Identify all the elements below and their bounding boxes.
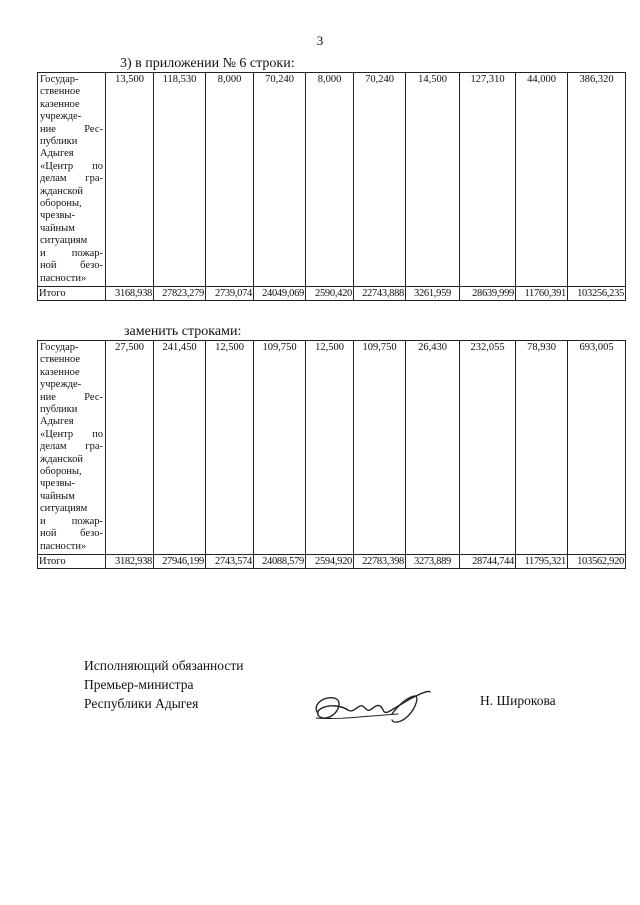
value-cell: 232,055: [460, 341, 516, 555]
value-cell: 26,430: [406, 341, 460, 555]
institution-name-line: обороны,: [40, 198, 82, 210]
institution-row: [38, 341, 626, 555]
signatory-title-line3: Республики Адыгея: [84, 696, 199, 711]
total-cell: 3182,938: [106, 554, 154, 568]
signature-block: [84, 656, 243, 713]
value-cell: 241,450: [154, 341, 206, 555]
institution-row: [38, 73, 626, 287]
institution-name-line: казенное: [40, 98, 80, 110]
total-cell: 24049,069: [254, 286, 306, 300]
institution-name-cell: [38, 73, 106, 287]
total-cell: 3261,959: [406, 286, 460, 300]
value-cell: 14,500: [406, 73, 460, 287]
institution-name-line: делам гра-: [40, 173, 103, 185]
institution-name-line: публики: [40, 136, 78, 148]
total-cell: 22743,888: [354, 286, 406, 300]
total-label: Итого: [38, 286, 106, 300]
total-cell: 3273,889: [406, 554, 460, 568]
appendix-table-original: [37, 72, 626, 301]
total-row: [38, 286, 626, 300]
institution-name-line: ситуациям: [40, 235, 88, 247]
total-cell: 11795,321: [516, 554, 568, 568]
section-intro-replace: заменить строками:: [124, 324, 242, 339]
institution-name-line: чайным: [40, 490, 75, 502]
total-cell: 28744,744: [460, 554, 516, 568]
signatory-title-line1: Исполняющий обязанности: [84, 658, 244, 673]
signer-name: Н. Широкова: [480, 693, 556, 708]
institution-name-line: Адыгея: [40, 416, 74, 428]
value-cell: 13,500: [106, 73, 154, 287]
institution-name-line: ственное: [40, 354, 81, 366]
institution-name-line: ной безо-: [40, 260, 103, 272]
appendix-table-replacement: [37, 340, 626, 569]
total-cell: 103256,235: [568, 286, 626, 300]
institution-name-line: «Центр по: [40, 428, 103, 440]
value-cell: 386,320: [568, 73, 626, 287]
value-cell: 44,000: [516, 73, 568, 287]
value-cell: 8,000: [206, 73, 254, 287]
institution-name-line: чайным: [40, 222, 75, 234]
institution-name-line: ной безо-: [40, 528, 103, 540]
total-cell: 11760,391: [516, 286, 568, 300]
total-cell: 2594,920: [306, 554, 354, 568]
section-intro-rows: 3) в приложении № 6 строки:: [120, 56, 295, 71]
value-cell: 27,500: [106, 341, 154, 555]
value-cell: 118,530: [154, 73, 206, 287]
total-cell: 103562,920: [568, 554, 626, 568]
value-cell: 127,310: [460, 73, 516, 287]
institution-name-line: жданской: [40, 185, 83, 197]
institution-name-line: и пожар-: [40, 247, 103, 259]
handwritten-signature: [308, 678, 438, 738]
institution-name-line: обороны,: [40, 466, 82, 478]
institution-name-line: чрезвы-: [40, 210, 75, 222]
institution-name-line: Государ-: [40, 342, 79, 353]
institution-name-line: ние Рес-: [40, 123, 103, 135]
institution-name-line: и пожар-: [40, 515, 103, 527]
total-cell: 22783,398: [354, 554, 406, 568]
institution-name-line: публики: [40, 404, 78, 416]
institution-name-line: пасности»: [40, 272, 87, 284]
value-cell: 12,500: [306, 341, 354, 555]
total-cell: 2739,074: [206, 286, 254, 300]
value-cell: 109,750: [254, 341, 306, 555]
total-cell: 27946,199: [154, 554, 206, 568]
value-cell: 78,930: [516, 341, 568, 555]
value-cell: 8,000: [306, 73, 354, 287]
institution-name-line: ственное: [40, 86, 81, 98]
total-cell: 2743,574: [206, 554, 254, 568]
total-row: [38, 554, 626, 568]
value-cell: 109,750: [354, 341, 406, 555]
institution-name-line: пасности»: [40, 540, 87, 552]
institution-name-line: учрежде-: [40, 379, 82, 391]
value-cell: 70,240: [354, 73, 406, 287]
institution-name-line: учрежде-: [40, 111, 82, 123]
institution-name-line: казенное: [40, 366, 80, 378]
institution-name-line: жданской: [40, 453, 83, 465]
institution-name-line: Государ-: [40, 74, 79, 85]
total-label: Итого: [38, 554, 106, 568]
page-number: 3: [316, 33, 324, 48]
institution-name-line: «Центр по: [40, 160, 103, 172]
total-cell: 24088,579: [254, 554, 306, 568]
total-cell: 28639,999: [460, 286, 516, 300]
institution-name-line: делам гра-: [40, 441, 103, 453]
value-cell: 70,240: [254, 73, 306, 287]
institution-name-line: чрезвы-: [40, 478, 75, 490]
value-cell: 12,500: [206, 341, 254, 555]
institution-name-line: ние Рес-: [40, 391, 103, 403]
institution-name-cell: [38, 341, 106, 555]
total-cell: 3168,938: [106, 286, 154, 300]
total-cell: 2590,420: [306, 286, 354, 300]
total-cell: 27823,279: [154, 286, 206, 300]
institution-name-line: ситуациям: [40, 503, 88, 515]
value-cell: 693,005: [568, 341, 626, 555]
institution-name-line: Адыгея: [40, 148, 74, 160]
signatory-title-line2: Премьер-министра: [84, 677, 194, 692]
